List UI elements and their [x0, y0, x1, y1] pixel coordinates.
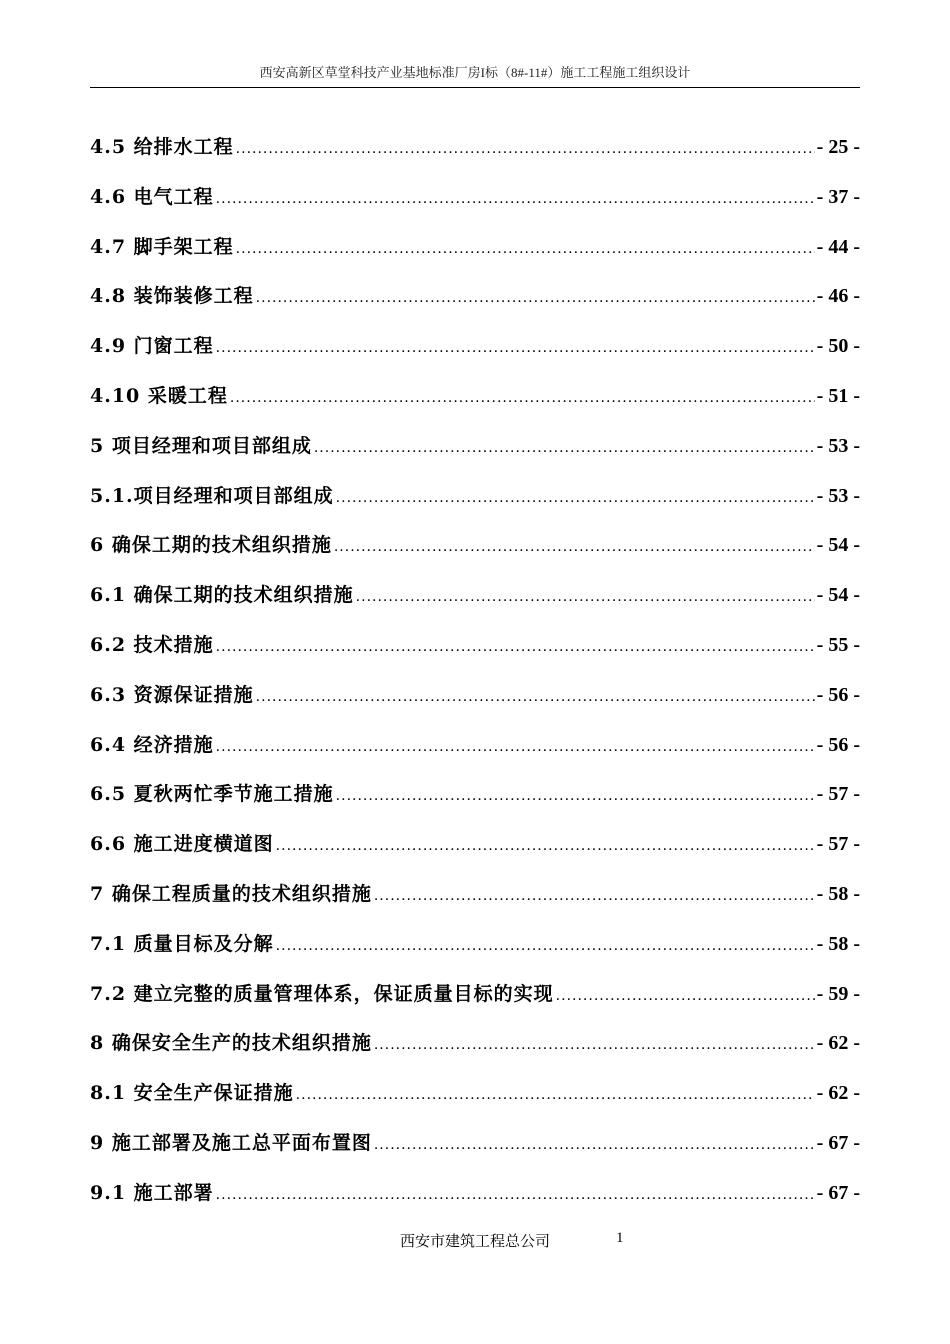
- toc-entry-title: 9 施工部署及施工总平面布置图: [90, 1131, 372, 1154]
- toc-entry-title: 8 确保安全生产的技术组织措施: [90, 1032, 372, 1055]
- toc-entry-page: - 57 -: [816, 833, 860, 856]
- toc-entry-title: 6.1 确保工期的技术组织措施: [90, 584, 354, 607]
- toc-entry-page: - 51 -: [816, 384, 860, 407]
- toc-entry-title: 6.5 夏秋两忙季节施工措施: [90, 783, 334, 806]
- toc-entry[interactable]: [90, 730, 860, 780]
- toc-leader-dots: [256, 689, 815, 705]
- toc-entry-page: - 55 -: [816, 633, 860, 656]
- toc-entry-page: - 57 -: [816, 783, 860, 806]
- toc-entry-title: 7 确保工程质量的技术组织措施: [90, 882, 372, 905]
- toc-entry[interactable]: [90, 1078, 860, 1128]
- toc-leader-dots: [334, 539, 815, 555]
- toc-entry-title: 6 确保工期的技术组织措施: [90, 534, 332, 557]
- toc-entry-page: - 25 -: [816, 136, 860, 158]
- toc-leader-dots: [374, 1037, 815, 1053]
- toc-entry-title: 6.4 经济措施: [90, 733, 214, 756]
- toc-entry[interactable]: [90, 232, 860, 282]
- toc-leader-dots: [216, 639, 815, 655]
- toc-entry[interactable]: [90, 779, 860, 829]
- toc-entry-page: - 37 -: [816, 185, 860, 208]
- toc-leader-dots: [336, 788, 815, 804]
- toc-entry-page: - 50 -: [816, 335, 860, 358]
- toc-entry[interactable]: [90, 331, 860, 381]
- toc-entry-title: 6.6 施工进度横道图: [90, 833, 274, 856]
- toc-leader-dots: [236, 241, 815, 257]
- toc-leader-dots: [336, 490, 815, 506]
- toc-entry-title: 8.1 安全生产保证措施: [90, 1082, 294, 1105]
- toc-entry[interactable]: [90, 580, 860, 630]
- toc-entry[interactable]: [90, 431, 860, 481]
- toc-entry-title: 4.9 门窗工程: [90, 335, 214, 358]
- toc-entry-page: - 54 -: [816, 534, 860, 557]
- toc-entry-page: - 59 -: [816, 982, 860, 1005]
- toc-entry-title: 5.1.项目经理和项目部组成: [90, 484, 334, 507]
- toc-entry-title: 4.5 给排水工程: [90, 136, 234, 158]
- toc-entry[interactable]: [90, 481, 860, 531]
- toc-entry-page: - 44 -: [816, 235, 860, 258]
- toc-entry[interactable]: [90, 1178, 860, 1228]
- toc-entry-page: - 46 -: [816, 285, 860, 308]
- toc-entry[interactable]: [90, 381, 860, 431]
- toc-entry[interactable]: [90, 1128, 860, 1178]
- toc-entry[interactable]: [90, 829, 860, 879]
- toc-entry-title: 4.8 装饰装修工程: [90, 285, 254, 308]
- toc-leader-dots: [216, 739, 815, 755]
- toc-entry-page: - 67 -: [816, 1131, 860, 1154]
- toc-leader-dots: [356, 589, 815, 605]
- toc-entry-title: 7.2 建立完整的质量管理体系，保证质量目标的实现: [90, 982, 554, 1005]
- toc-entry[interactable]: [90, 530, 860, 580]
- toc-entry[interactable]: [90, 630, 860, 680]
- footer-company: 西安市建筑工程总公司: [400, 1234, 551, 1250]
- toc-leader-dots: [296, 1087, 815, 1103]
- toc-entry[interactable]: [90, 680, 860, 730]
- toc-leader-dots: [314, 440, 815, 456]
- toc-entry-title: 4.6 电气工程: [90, 185, 214, 208]
- toc-leader-dots: [374, 1137, 815, 1153]
- toc-leader-dots: [276, 838, 815, 854]
- toc-entry-title: 5 项目经理和项目部组成: [90, 434, 312, 457]
- toc-entry-page: - 53 -: [816, 484, 860, 507]
- toc-entry-page: - 54 -: [816, 584, 860, 607]
- toc-entry[interactable]: [90, 879, 860, 929]
- toc-entry-page: - 67 -: [816, 1181, 860, 1204]
- toc-entry[interactable]: [90, 979, 860, 1029]
- toc-entry-title: 4.10 采暖工程: [90, 384, 228, 407]
- toc-entry-title: 6.2 技术措施: [90, 633, 214, 656]
- toc-entry-title: 7.1 质量目标及分解: [90, 932, 274, 955]
- toc-entry-page: - 58 -: [816, 932, 860, 955]
- toc-entry-title: 4.7 脚手架工程: [90, 235, 234, 258]
- toc-entry-page: - 53 -: [816, 434, 860, 457]
- toc-leader-dots: [230, 390, 815, 406]
- toc-entry-title: 6.3 资源保证措施: [90, 683, 254, 706]
- footer-page-number: 1: [616, 1230, 624, 1246]
- toc-entry-page: - 62 -: [816, 1082, 860, 1105]
- toc-leader-dots: [216, 191, 815, 207]
- toc-entry[interactable]: [90, 182, 860, 232]
- toc-entry-page: - 56 -: [816, 733, 860, 756]
- toc-entry-page: - 58 -: [816, 882, 860, 905]
- toc-entry-page: - 56 -: [816, 683, 860, 706]
- toc-entry-page: - 62 -: [816, 1032, 860, 1055]
- toc-entry-title: 9.1 施工部署: [90, 1181, 214, 1204]
- toc-entry[interactable]: [90, 929, 860, 979]
- toc-entry[interactable]: [90, 281, 860, 331]
- toc-entry[interactable]: [90, 132, 860, 182]
- toc-leader-dots: [216, 340, 815, 356]
- toc-leader-dots: [276, 938, 815, 954]
- toc-leader-dots: [556, 988, 815, 1004]
- page-header: 西安高新区草堂科技产业基地标准厂房I标（8#-11#）施工工程施工组织设计: [259, 65, 691, 80]
- toc-entry[interactable]: [90, 1028, 860, 1078]
- header-rule: [90, 87, 860, 88]
- toc-leader-dots: [236, 141, 815, 157]
- toc-leader-dots: [374, 888, 815, 904]
- table-of-contents: [90, 132, 860, 1228]
- toc-leader-dots: [216, 1187, 815, 1203]
- toc-leader-dots: [256, 290, 815, 306]
